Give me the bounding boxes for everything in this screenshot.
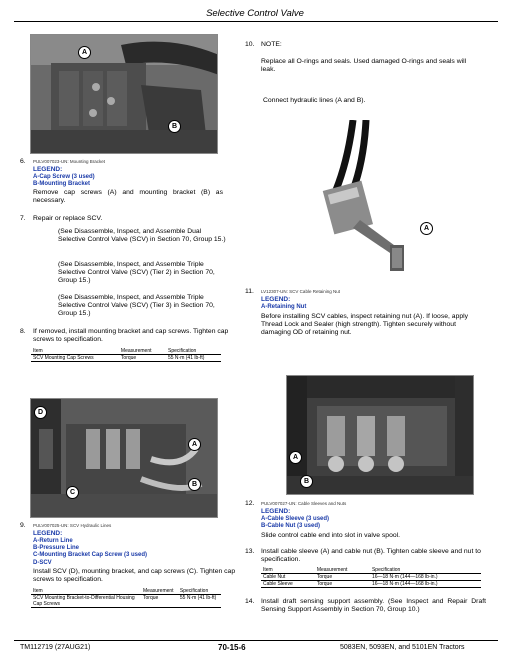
callout-b: B xyxy=(300,475,313,488)
step-6-text: Remove cap screws (A) and mounting bracket (B) as necessary. xyxy=(33,189,223,205)
step-6-legend-title: LEGEND: xyxy=(33,166,63,173)
photo-cable-retaining-nut xyxy=(298,120,418,280)
page-header-title: Selective Control Valve xyxy=(206,8,304,19)
legend-item: A-Cable Sleeve (3 used) xyxy=(261,516,330,522)
legend-item: B-Pressure Line xyxy=(33,545,80,552)
step-12-legend-title: LEGEND: xyxy=(261,508,291,515)
callout-a: A xyxy=(78,46,91,59)
step-11-number: 11. xyxy=(245,288,254,295)
table-cell: Torque xyxy=(119,355,166,362)
step-8-spec-table xyxy=(31,348,221,362)
table-row xyxy=(31,595,221,608)
step-6-number: 6. xyxy=(20,158,26,165)
step-11-legend xyxy=(261,304,306,311)
step-7-ref-2: (See Disassemble, Inspect, and Assemble Triple Selective Control Valve (SCV) (Tier 2) in Section 70, Group 15.) xyxy=(58,261,215,285)
legend-item: C-Mounting Bracket Cap Screw (3 used) xyxy=(33,552,148,559)
step-7-number: 7. xyxy=(20,215,26,222)
table-header: Item xyxy=(31,588,141,595)
table-cell: SCV Mounting Cap Screws xyxy=(31,355,119,362)
step-11-text: Before installing SCV cables, inspect retaining nut (A). If loose, apply Thread Lock and Sealer (high strength). Tighten securely without damaging OD of retaining nut. xyxy=(261,313,469,337)
step-7-ref-1: (See Disassemble, Inspect, and Assemble Dual Selective Control Valve (SCV) in Section 70, Group 15.) xyxy=(58,228,226,244)
callout-c: C xyxy=(66,486,79,499)
step-13-text: Install cable sleeve (A) and cable nut (B). Tighten cable sleeve and nut to specification. xyxy=(261,548,481,564)
table-cell: Cable Sleeve xyxy=(261,581,315,588)
step-9-spec-table xyxy=(31,588,221,608)
legend-item: B-Cable Nut (3 used) xyxy=(261,523,321,530)
table-cell: 55 N·m (41 lb-ft) xyxy=(178,595,221,608)
step-10-number: 10. xyxy=(245,41,255,48)
step-10-note-text: Replace all O-rings and seals. Used damaged O-rings and seals will leak. xyxy=(261,58,467,74)
footer-page-number: 70-15-6 xyxy=(218,643,246,652)
step-6-legend xyxy=(33,174,95,188)
footer-product: 5083EN, 5093EN, and 5101EN Tractors xyxy=(340,644,465,651)
table-cell: 55 N·m (41 lb-ft) xyxy=(166,355,221,362)
step-12-caption: PULV007027-UN: Cable Sleeves and Nuts xyxy=(261,501,347,506)
step-8-text: If removed, install mounting bracket and cap screws. Tighten cap screws to specification. xyxy=(33,328,229,344)
callout-b: B xyxy=(188,478,201,491)
table-cell: Torque xyxy=(315,574,370,581)
table-row xyxy=(261,581,481,588)
step-7-ref-3: (See Disassemble, Inspect, and Assemble Triple Selective Control Valve (SCV) (Tier 3) in Section 70, Group 15.) xyxy=(58,294,215,318)
callout-d: D xyxy=(34,406,47,419)
table-header: Item xyxy=(261,567,315,574)
header-rule xyxy=(14,21,498,22)
table-header: Item xyxy=(31,348,119,355)
table-cell: SCV Mounting Bracket-to-Differential Housing Cap Screws xyxy=(31,595,141,608)
step-10-note-label: NOTE: xyxy=(261,41,282,48)
callout-a: A xyxy=(289,451,302,464)
callout-a: A xyxy=(188,438,201,451)
legend-item: A-Cap Screw (3 used) xyxy=(33,174,95,180)
photo-mounting-bracket xyxy=(30,34,218,154)
table-header: Specification xyxy=(166,348,221,355)
step-13-spec-table xyxy=(261,567,481,588)
step-14-text: Install draft sensing support assembly. (See Inspect and Repair Draft Sensing Support Assembly in Section 70, Group 10.) xyxy=(261,598,486,614)
step-7-text: Repair or replace SCV. xyxy=(33,215,103,222)
table-cell: Torque xyxy=(315,581,370,588)
table-header: Specification xyxy=(370,567,481,574)
step-11-legend-title: LEGEND: xyxy=(261,296,291,303)
callout-a: A xyxy=(420,222,433,235)
step-11-caption: LV12307-UN: SCV Cable Retaining Nut xyxy=(261,289,340,294)
step-9-number: 9. xyxy=(20,522,26,529)
legend-item: A-Return Line xyxy=(33,538,73,544)
step-12-legend xyxy=(261,516,329,530)
step-12-number: 12. xyxy=(245,500,255,507)
table-header: Measurement xyxy=(315,567,370,574)
callout-b: B xyxy=(168,120,181,133)
step-14-number: 14. xyxy=(245,598,255,605)
legend-item: A-Retaining Nut xyxy=(261,304,307,310)
step-9-text: Install SCV (D), mounting bracket, and cap screws (C). Tighten cap screws to specification. xyxy=(33,568,236,584)
photo-cable-sleeves-nuts xyxy=(286,375,474,495)
step-9-legend-title: LEGEND: xyxy=(33,530,63,537)
table-header: Measurement xyxy=(119,348,166,355)
table-header: Measurement xyxy=(141,588,178,595)
table-header: Specification xyxy=(178,588,221,595)
step-8-number: 8. xyxy=(20,328,26,335)
legend-item: D-SCV xyxy=(33,559,52,566)
footer-doc-id: TM112719 (27AUG21) xyxy=(20,644,91,651)
step-10-text: Connect hydraulic lines (A and B). xyxy=(263,97,366,104)
step-12-text: Slide control cable end into slot in valve spool. xyxy=(261,532,401,539)
footer-rule xyxy=(14,640,498,641)
photo-scv-hydraulic-lines xyxy=(30,398,218,518)
step-6-caption: PULV007023-UN: Mounting Bracket xyxy=(33,159,105,164)
table-cell: 16—18 N·m (144—168 lb-in.) xyxy=(370,581,481,588)
step-9-legend xyxy=(33,538,147,567)
table-cell: Cable Nut xyxy=(261,574,315,581)
table-row xyxy=(31,355,221,362)
step-13-number: 13. xyxy=(245,548,255,555)
table-row xyxy=(261,574,481,581)
legend-item: B-Mounting Bracket xyxy=(33,181,90,188)
table-cell: Torque xyxy=(141,595,178,608)
table-cell: 16—18 N·m (144—168 lb-in.) xyxy=(370,574,481,581)
step-9-caption: PULV007025-UN: SCV Hydraulic Lines xyxy=(33,523,112,528)
